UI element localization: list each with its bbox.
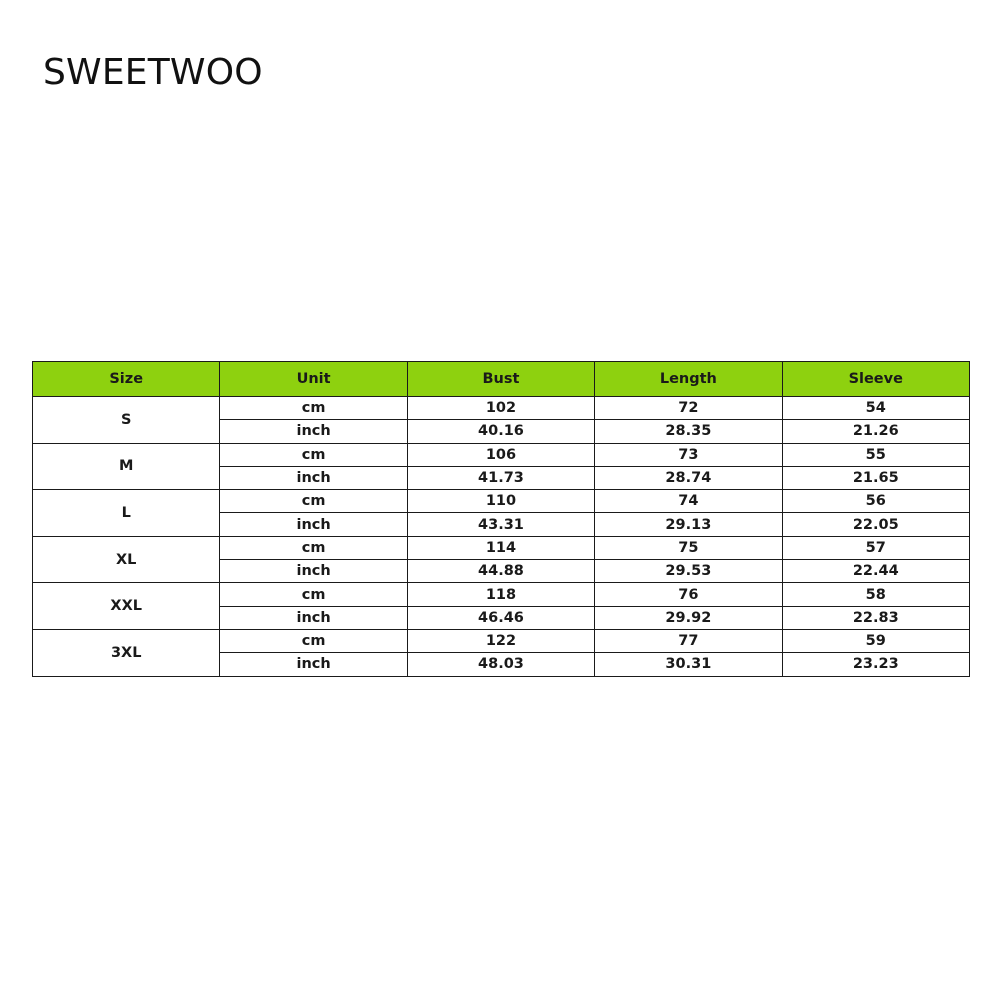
header-length: Length bbox=[595, 362, 782, 397]
unit-cell: cm bbox=[220, 536, 407, 559]
sleeve-cell: 21.65 bbox=[782, 466, 969, 489]
header-size: Size bbox=[33, 362, 220, 397]
length-cell: 74 bbox=[595, 490, 782, 513]
size-cell: XXL bbox=[33, 583, 220, 630]
size-cell: XL bbox=[33, 536, 220, 583]
table-row bbox=[33, 629, 970, 652]
bust-cell: 122 bbox=[407, 629, 594, 652]
unit-cell: inch bbox=[220, 513, 407, 536]
sleeve-cell: 56 bbox=[782, 490, 969, 513]
size-cell: 3XL bbox=[33, 629, 220, 676]
table-row bbox=[33, 443, 970, 466]
table-row bbox=[33, 490, 970, 513]
bust-cell: 43.31 bbox=[407, 513, 594, 536]
unit-cell: cm bbox=[220, 629, 407, 652]
bust-cell: 44.88 bbox=[407, 560, 594, 583]
table-row bbox=[33, 397, 970, 420]
length-cell: 29.13 bbox=[595, 513, 782, 536]
header-sleeve: Sleeve bbox=[782, 362, 969, 397]
unit-cell: inch bbox=[220, 606, 407, 629]
size-cell: M bbox=[33, 443, 220, 490]
sleeve-cell: 58 bbox=[782, 583, 969, 606]
header-row bbox=[33, 362, 970, 397]
sleeve-cell: 22.44 bbox=[782, 560, 969, 583]
sleeve-cell: 55 bbox=[782, 443, 969, 466]
bust-cell: 114 bbox=[407, 536, 594, 559]
size-chart-body bbox=[33, 397, 970, 677]
sleeve-cell: 22.05 bbox=[782, 513, 969, 536]
bust-cell: 46.46 bbox=[407, 606, 594, 629]
brand-logo-text: SWEETWOO bbox=[43, 52, 263, 93]
bust-cell: 40.16 bbox=[407, 420, 594, 443]
unit-cell: inch bbox=[220, 466, 407, 489]
length-cell: 72 bbox=[595, 397, 782, 420]
length-cell: 76 bbox=[595, 583, 782, 606]
bust-cell: 48.03 bbox=[407, 653, 594, 676]
sleeve-cell: 59 bbox=[782, 629, 969, 652]
unit-cell: inch bbox=[220, 560, 407, 583]
bust-cell: 118 bbox=[407, 583, 594, 606]
size-cell: S bbox=[33, 397, 220, 444]
table-row bbox=[33, 583, 970, 606]
bust-cell: 102 bbox=[407, 397, 594, 420]
unit-cell: cm bbox=[220, 443, 407, 466]
length-cell: 28.74 bbox=[595, 466, 782, 489]
length-cell: 29.53 bbox=[595, 560, 782, 583]
length-cell: 77 bbox=[595, 629, 782, 652]
size-chart-header bbox=[33, 362, 970, 397]
length-cell: 75 bbox=[595, 536, 782, 559]
bust-cell: 110 bbox=[407, 490, 594, 513]
length-cell: 29.92 bbox=[595, 606, 782, 629]
sleeve-cell: 57 bbox=[782, 536, 969, 559]
size-cell: L bbox=[33, 490, 220, 537]
bust-cell: 106 bbox=[407, 443, 594, 466]
unit-cell: cm bbox=[220, 583, 407, 606]
unit-cell: cm bbox=[220, 397, 407, 420]
unit-cell: inch bbox=[220, 653, 407, 676]
bust-cell: 41.73 bbox=[407, 466, 594, 489]
table-row bbox=[33, 536, 970, 559]
length-cell: 28.35 bbox=[595, 420, 782, 443]
unit-cell: inch bbox=[220, 420, 407, 443]
length-cell: 73 bbox=[595, 443, 782, 466]
unit-cell: cm bbox=[220, 490, 407, 513]
sleeve-cell: 21.26 bbox=[782, 420, 969, 443]
sleeve-cell: 54 bbox=[782, 397, 969, 420]
sleeve-cell: 23.23 bbox=[782, 653, 969, 676]
length-cell: 30.31 bbox=[595, 653, 782, 676]
header-unit: Unit bbox=[220, 362, 407, 397]
sleeve-cell: 22.83 bbox=[782, 606, 969, 629]
header-bust: Bust bbox=[407, 362, 594, 397]
size-chart-table bbox=[32, 361, 970, 677]
